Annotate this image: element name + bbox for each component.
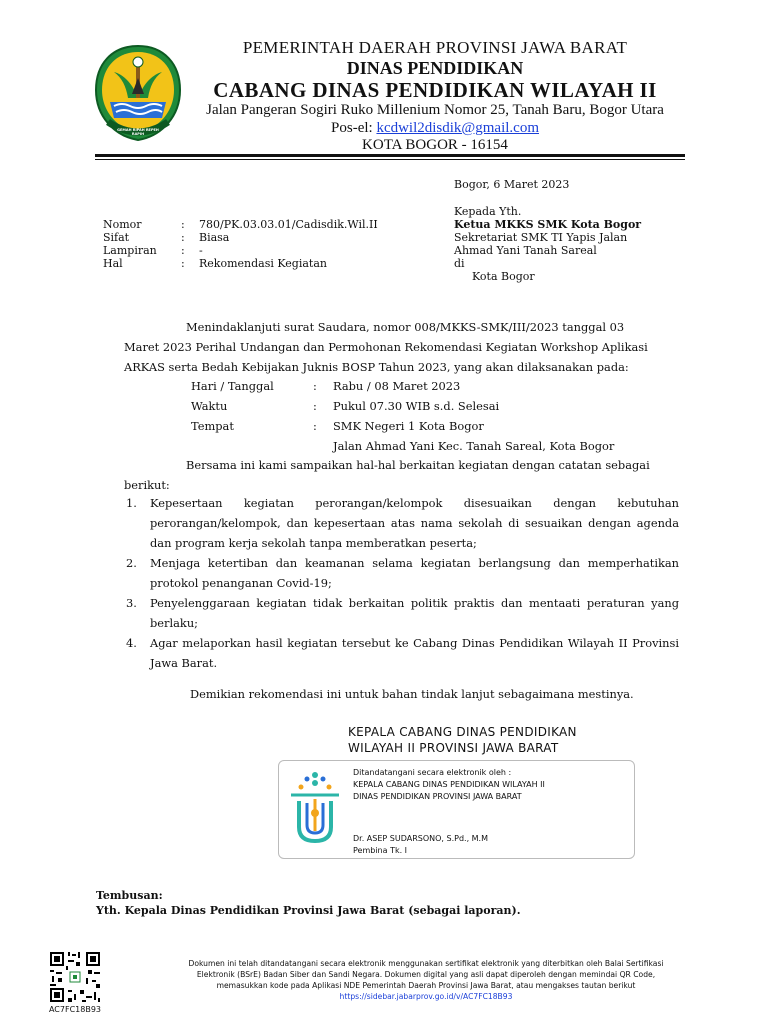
meta-value: - [199,244,203,257]
branch-name: CABANG DINAS PENDIDIKAN WILAYAH II [213,78,657,103]
recipient-di: di [454,257,465,270]
detail-row [191,436,614,456]
list-text: Penyelenggaraan kegiatan tidak berkaitan politik praktis dan mentaati peraturan yang berlaku; [150,596,679,630]
signed-label: Ditandatangani secara elektronik oleh : [353,768,512,777]
recipient-line2: Ahmad Yani Tanah Sareal [454,244,597,257]
notes-list [126,493,679,673]
meta-row [103,257,378,270]
meta-value: Rekomendasi Kegiatan [199,257,327,270]
detail-row [191,396,614,416]
meta-value: Biasa [199,231,230,244]
city-line: KOTA BOGOR - 16154 [362,136,508,153]
address: Jalan Pangeran Sogiri Ruko Millenium Nomor 25, Tanah Baru, Bogor Utara [206,102,664,119]
signature-title-line1: KEPALA CABANG DINAS PENDIDIKAN [348,725,577,739]
list-number: 2. [126,556,137,570]
signer-title2: DINAS PENDIDIKAN PROVINSI JAWA BARAT [353,792,522,801]
recipient-greeting: Kepada Yth. [454,205,522,218]
intro-paragraph [124,317,679,377]
email-link[interactable]: kcdwil2disdik@gmail.com [376,119,539,136]
letterhead [190,38,680,154]
signer-rank: Pembina Tk. I [353,846,408,855]
cc-label: Tembusan: [96,889,163,902]
meta-row [103,218,378,231]
detail-sep: : [313,379,317,393]
notes-line-2: berikut: [124,478,170,492]
list-number: 4. [126,636,137,650]
date-line: Bogor, 6 Maret 2023 [454,178,570,191]
notes-line-1: Bersama ini kami sampaikan hal-hal berkaitan kegiatan dengan catatan sebagai [186,458,650,472]
verify-link[interactable]: https://sidebar.jabarprov.go.id/v/AC7FC18B93 [339,992,513,1001]
provincial-logo [92,42,184,142]
letterhead-rule-thin [95,159,685,160]
meta-sep: : [181,218,185,231]
qr-code[interactable] [48,950,102,1004]
detail-sep: : [313,419,317,433]
cc-block [96,888,521,918]
list-text: Agar melaporkan hasil kegiatan tersebut ke Cabang Dinas Pendidikan Wilayah II Provinsi Jawa Barat. [150,636,679,670]
recipient-city: Kota Bogor [472,270,535,283]
detail-value: SMK Negeri 1 Kota Bogor [333,419,484,433]
meta-label: Sifat [103,231,130,244]
recipient-line1: Sekretariat SMK TI Yapis Jalan [454,231,628,244]
intro-line-2: Maret 2023 Perihal Undangan dan Permohonan Rekomendasi Kegiatan Workshop Aplikasi [124,340,648,354]
event-details [191,376,614,456]
list-number: 3. [126,596,137,610]
detail-value: Rabu / 08 Maret 2023 [333,379,461,393]
meta-label: Hal [103,257,123,270]
list-item [126,553,679,593]
signature-title [348,724,577,756]
notes-paragraph [124,455,679,495]
signature-text [353,767,628,803]
letter-meta [103,218,378,270]
detail-row [191,376,614,396]
gov-name: PEMERINTAH DAERAH PROVINSI JAWA BARAT [242,38,628,57]
detail-label: Tempat [191,419,234,433]
cc-text: Yth. Kepala Dinas Pendidikan Provinsi Jawa Barat (sebagai laporan). [96,904,521,917]
signer-name-block [353,833,628,857]
email-label: Pos-el: [331,119,377,136]
closing-sentence: Demikian rekomendasi ini untuk bahan tindak lanjut sebagaimana mestinya. [190,687,634,701]
meta-sep: : [181,231,185,244]
detail-label: Hari / Tanggal [191,379,274,393]
logo-motto: GEMAH RIPAH REPEH RAPIH [117,128,159,136]
meta-label: Nomor [103,218,142,231]
recipient-block [454,205,641,283]
footer-line2: Elektronik (BSrE) Badan Siber dan Sandi Negara. Dokumen digital yang asli dapat diperoleh dengan memindai QR Code, [196,970,656,979]
list-item [126,493,679,553]
list-text: Kepesertaan kegiatan perorangan/kelompok disesuaikan dengan kebutuhan perorangan/kelompok, dan kepesertaan atas nama sekolah di sesuaikan dengan agenda dan program kerja sekolah tanpa memberatkan peserta; [150,496,679,550]
signer-name: Dr. ASEP SUDARSONO, S.Pd., M.M [353,834,488,843]
list-item [126,593,679,633]
footer-line3: memasukkan kode pada Aplikasi NDE Pemerintah Daerah Provinsi Jawa Barat, atau mengakses tautan berikut [216,981,636,990]
detail-place-line2: Jalan Ahmad Yani Kec. Tanah Sareal, Kota Bogor [333,439,615,453]
list-text: Menjaga ketertiban dan keamanan selama kegiatan berlangsung dan memperhatikan protokol penanganan Covid-19; [150,556,679,590]
email-line [190,120,680,137]
e-signature-box [278,760,635,859]
letterhead-rule-thick [95,154,685,157]
signer-title1: KEPALA CABANG DINAS PENDIDIKAN WILAYAH II [353,780,545,789]
intro-line-3: ARKAS serta Bedah Kebijakan Juknis BOSP Tahun 2023, yang akan dilaksanakan pada: [124,360,629,374]
intro-line-1: Menindaklanjuti surat Saudara, nomor 008/MKKS-SMK/III/2023 tanggal 03 [186,320,625,334]
meta-row [103,231,378,244]
meta-sep: : [181,257,185,270]
signature-title-line2: WILAYAH II PROVINSI JAWA BARAT [348,741,559,755]
recipient-name: Ketua MKKS SMK Kota Bogor [454,218,642,231]
agency-name: DINAS PENDIDIKAN [346,57,524,78]
meta-label: Lampiran [103,244,157,257]
signature-emblem-icon [285,769,345,849]
list-number: 1. [126,496,137,510]
detail-sep: : [313,399,317,413]
meta-sep: : [181,244,185,257]
meta-row [103,244,378,257]
detail-value: Pukul 07.30 WIB s.d. Selesai [333,399,500,413]
detail-label: Waktu [191,399,228,413]
meta-value: 780/PK.03.03.01/Cadisdik.Wil.II [199,218,378,231]
qr-code-label: AC7FC18B93 [48,1005,102,1014]
list-item [126,633,679,673]
footer-line1: Dokumen ini telah ditandatangani secara elektronik menggunakan sertifikat elektronik yang diterbitkan oleh Balai Sertifikasi [188,959,664,968]
footer-note [128,958,724,1002]
detail-row [191,416,614,436]
